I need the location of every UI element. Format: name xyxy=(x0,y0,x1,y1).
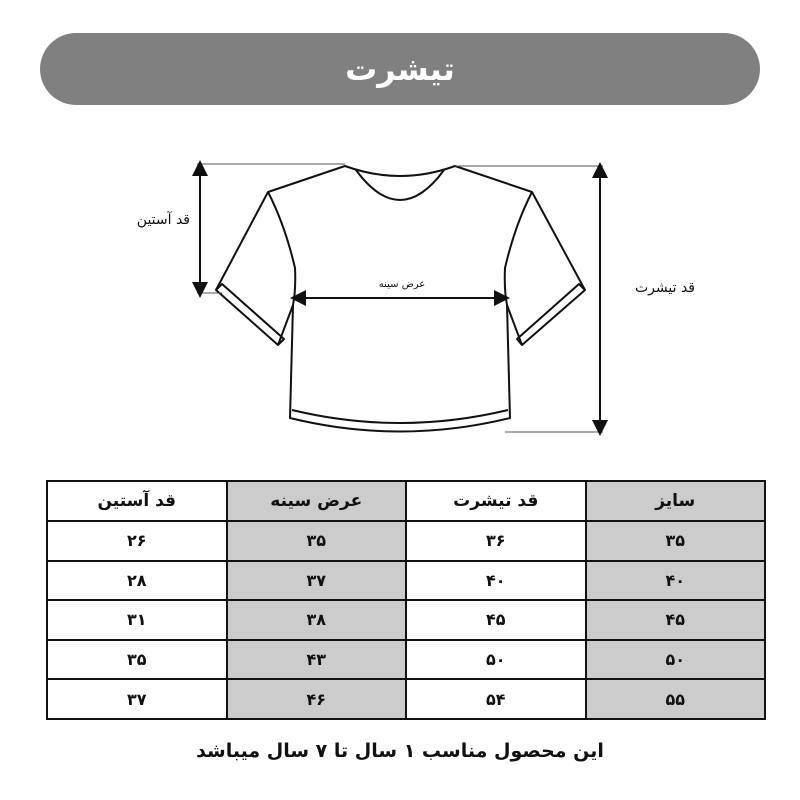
cell-size: ۴۰ xyxy=(586,561,766,601)
shirt-length-label: قد تیشرت xyxy=(634,280,695,296)
size-table xyxy=(46,480,766,720)
cell-sleeve-length: ۳۷ xyxy=(47,679,227,719)
header-size: سایز xyxy=(586,481,766,521)
cell-shirt-length: ۴۰ xyxy=(406,561,586,601)
cell-shirt-length: ۵۰ xyxy=(406,640,586,680)
header-chest-width: عرض سینه xyxy=(227,481,407,521)
cell-shirt-length: ۴۵ xyxy=(406,600,586,640)
table-row xyxy=(47,640,765,680)
cell-chest-width: ۳۷ xyxy=(227,561,407,601)
cell-shirt-length: ۵۴ xyxy=(406,679,586,719)
cell-size: ۵۵ xyxy=(586,679,766,719)
table-header-row xyxy=(47,481,765,521)
cell-chest-width: ۳۵ xyxy=(227,521,407,561)
table-row xyxy=(47,679,765,719)
cell-chest-width: ۳۸ xyxy=(227,600,407,640)
left-sleeve-seam xyxy=(268,192,295,305)
cell-chest-width: ۴۶ xyxy=(227,679,407,719)
table-row xyxy=(47,521,765,561)
hem-line xyxy=(292,410,508,423)
cell-sleeve-length: ۲۸ xyxy=(47,561,227,601)
chest-width-label: عرض سینه xyxy=(378,279,426,290)
cell-size: ۵۰ xyxy=(586,640,766,680)
cell-sleeve-length: ۳۵ xyxy=(47,640,227,680)
header-sleeve-length: قد آستین xyxy=(47,481,227,521)
age-footnote: این محصول مناسب ۱ سال تا ۷ سال میباشد xyxy=(196,740,604,762)
page-title: تیشرت xyxy=(345,50,455,88)
cell-chest-width: ۴۳ xyxy=(227,640,407,680)
cell-size: ۳۵ xyxy=(586,521,766,561)
sleeve-length-label: قد آستین xyxy=(136,212,190,228)
cell-sleeve-length: ۳۱ xyxy=(47,600,227,640)
left-cuff xyxy=(216,284,284,345)
header-shirt-length: قد تیشرت xyxy=(406,481,586,521)
cell-size: ۴۵ xyxy=(586,600,766,640)
cell-sleeve-length: ۲۶ xyxy=(47,521,227,561)
cell-shirt-length: ۳۶ xyxy=(406,521,586,561)
collar xyxy=(356,170,444,200)
right-cuff xyxy=(517,284,585,345)
table-row xyxy=(47,600,765,640)
right-sleeve-seam xyxy=(505,192,532,305)
table-row xyxy=(47,561,765,601)
